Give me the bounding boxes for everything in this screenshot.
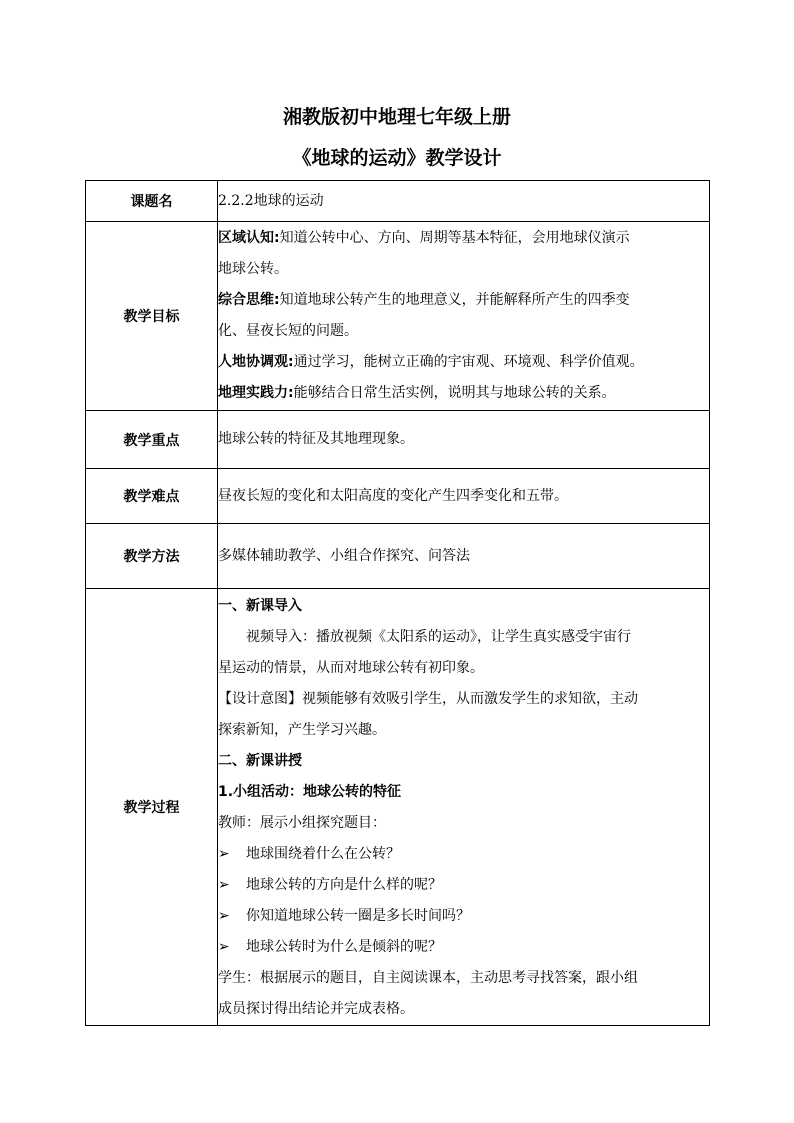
lesson-plan-table	[85, 180, 710, 1026]
list-item: ➢ 你知道地球公转一圈是多长时间吗？	[218, 901, 709, 932]
paragraph: 视频导入：播放视频《太阳系的运动》，让学生真实感受宇宙行	[246, 629, 631, 645]
table-row-method	[86, 524, 710, 589]
section-heading: 一、新课导入	[218, 598, 302, 614]
document-subtitle: 《地球的运动》教学设计	[292, 147, 502, 169]
paragraph: 探索新知，产生学习兴趣。	[218, 722, 386, 738]
paragraph: 教师：展示小组探究题目：	[218, 815, 386, 831]
value-method: 多媒体辅助教学、小组合作探究、问答法	[218, 524, 710, 589]
list-item: ➢ 地球公转的方向是什么样的呢？	[218, 870, 709, 901]
table-row-key	[86, 411, 710, 469]
goal-geographic-practice: 地理实践力:能够结合日常生活实例，说明其与地球公转的关系。	[218, 385, 616, 401]
goal-regional-cognition-cont: 地球公转。	[218, 261, 288, 277]
label-key: 教学重点	[86, 411, 218, 469]
table-row-topic	[86, 181, 710, 222]
value-topic: 2.2.2地球的运动	[218, 181, 710, 222]
value-difficulty: 昼夜长短的变化和太阳高度的变化产生四季变化和五带。	[218, 469, 710, 524]
table-row-goals	[86, 222, 710, 411]
subsection-heading: 1.小组活动：地球公转的特征	[218, 784, 402, 800]
table-row-difficulty	[86, 469, 710, 524]
value-process	[218, 589, 710, 1026]
goal-integrated-thinking: 综合思维:知道地球公转产生的地理意义，并能解释所产生的四季变	[218, 292, 630, 308]
value-key: 地球公转的特征及其地理现象。	[218, 411, 710, 469]
paragraph: 学生：根据展示的题目，自主阅读课本，主动思考寻找答案，跟小组	[218, 970, 638, 986]
list-item: ➢ 地球围绕着什么在公转？	[218, 839, 709, 870]
paragraph: 【设计意图】视频能够有效吸引学生，从而激发学生的求知欲，主动	[218, 691, 638, 707]
list-item: ➢ 地球公转时为什么是倾斜的呢？	[218, 932, 709, 963]
goal-integrated-thinking-cont: 化、昼夜长短的问题。	[218, 323, 358, 339]
value-goals	[218, 222, 710, 411]
document-title: 湘教版初中地理七年级上册	[282, 106, 511, 128]
table-row-process	[86, 589, 710, 1026]
label-process: 教学过程	[86, 589, 218, 1026]
label-method: 教学方法	[86, 524, 218, 589]
label-difficulty: 教学难点	[86, 469, 218, 524]
goal-human-earth-harmony: 人地协调观:通过学习，能树立正确的宇宙观、环境观、科学价值观。	[218, 354, 644, 370]
goal-regional-cognition: 区域认知:知道公转中心、方向、周期等基本特征，会用地球仪演示	[218, 230, 630, 246]
label-goals: 教学目标	[86, 222, 218, 411]
section-heading: 二、新课讲授	[218, 753, 302, 769]
paragraph: 成员探讨得出结论并完成表格。	[218, 1001, 414, 1017]
label-topic: 课题名	[86, 181, 218, 222]
paragraph: 星运动的情景，从而对地球公转有初印象。	[218, 660, 484, 676]
